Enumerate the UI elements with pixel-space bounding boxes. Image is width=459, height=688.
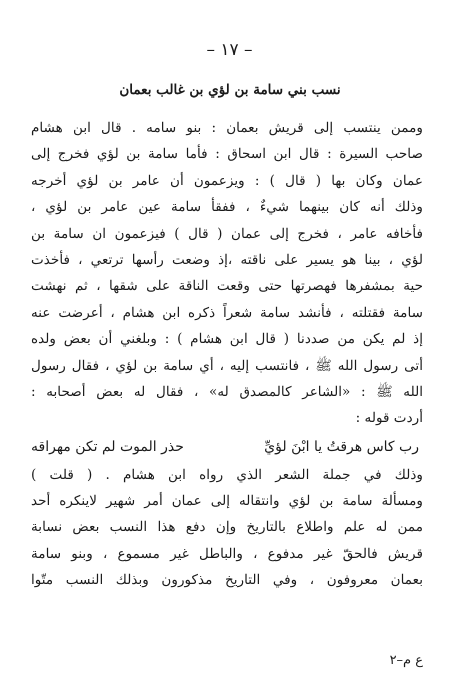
text-line: الله ﷺ : «الشاعر كالمصدق له» ، فقال له بعض أصحابه : (31, 383, 423, 400)
text-line: بعمان معروفون ، وفي التاريخ مذكورون وبذلك النسب متّوا (31, 572, 423, 589)
text-line: عمان وكان بها ( قال ) : ويزعمون أن عامر بن لؤي أخرجه (31, 172, 423, 189)
poem-first-hemistich: رب كاس هرقتُ يا ابْنَ لؤيِّ (264, 438, 419, 455)
poem-second-hemistich: حذر الموت لم تكن مهراقه (31, 438, 184, 455)
text-line: وذلك أنه كان بينهما شيءٌ ، ففقأ سامة عين عامر بن لؤي ، (31, 199, 423, 216)
text-line: لؤي ، بينا هو يسير على ناقته ،إذ وضعت رأسها ترتعي ، فأخذت (31, 251, 423, 268)
printer-signature-mark: ع م–٢ (389, 653, 423, 668)
text-line: أردت قوله : (355, 410, 423, 427)
text-line: صاحب السيرة : قال ابن اسحاق : فأما سامة بن لؤي فخرج إلى (31, 146, 423, 163)
text-line: سامة فقتلته ، فأنشد سامة شعراً ذكره ابن هشام ، أعرضت عنه (31, 304, 423, 321)
body-text (31, 115, 423, 594)
text-line: وذلك في جملة الشعر الذي رواه ابن هشام . ( قلت ) (31, 466, 423, 483)
text-line: ممن له علم واطلاع بالتاريخ وإن دفع هذا النسب بعض نسابة (31, 519, 423, 536)
text-line: قريش فالحقّ غير مدفوع ، والباطل غير مسموع ، وبنو سامة (31, 545, 423, 562)
text-line: أتى رسول الله ﷺ ، فانتسب إليه ، أي سامة بن لؤي ، فقال رسول (31, 357, 423, 374)
text-line: إذ لم يكن من صددنا ( قال ابن هشام ) : وبلغني أن بعض ولده (31, 331, 423, 348)
text-line: وممن ينتسب إلى قريش بعمان : بنو سامه . قال ابن هشام (31, 120, 423, 136)
poem-verse (31, 432, 423, 462)
text-line: فأخافه عامر ، فخرج إلى عمان ( قال ) فيزعمون ان سامة بن (31, 225, 423, 242)
text-line: حية بمشفرها فهصرتها حتى وقعت الناقة على شقها ، ثم نهشت (31, 278, 423, 295)
page-number: – ١٧ – (206, 40, 253, 60)
text-line: ومسألة سامة بن لؤي وانتقاله إلى عمان أمر شهير لاينكره أحد (31, 493, 423, 510)
section-heading: نسب بني سامة بن لؤي بن غالب بعمان (119, 82, 341, 98)
